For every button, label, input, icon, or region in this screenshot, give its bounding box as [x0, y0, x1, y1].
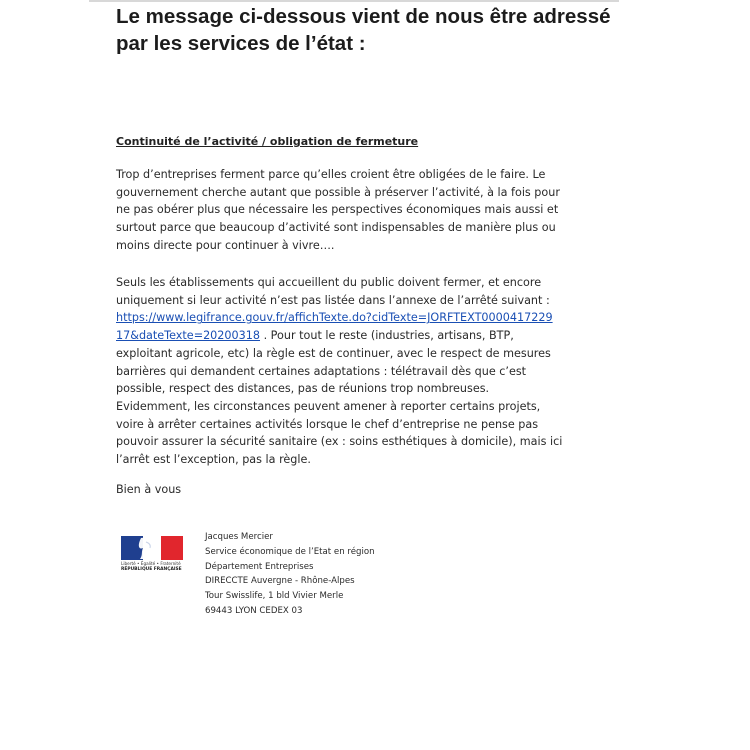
text-line: ne pas obérer plus que nécessaire les perspectives économiques mais aussi et	[116, 203, 559, 217]
text-line: gouvernement cherche autant que possible à préserver l’activité, à la fois pour	[116, 185, 560, 199]
text-line: exploitant agricole, etc) la règle est de continuer, avec le respect de mesures	[116, 346, 551, 360]
text-line: moins directe pour continuer à vivre….	[116, 238, 335, 252]
message-subject: Continuité de l’activité / obligation de fermeture	[116, 135, 419, 148]
text-line: Trop d’entreprises ferment parce qu’elles croient être obligées de le faire. Le	[116, 168, 546, 181]
legifrance-link-continued[interactable]: 17&dateTexte=20200318	[116, 329, 261, 343]
legifrance-link-line	[116, 309, 596, 327]
logo-motto: Liberté • Égalité • Fraternité	[121, 561, 181, 566]
signature-line: DIRECCTE Auvergne - Rhône-Alpes	[205, 576, 355, 587]
page-title	[116, 3, 636, 57]
signature-line: 69443 LYON CEDEX 03	[205, 605, 303, 616]
marianne-flag-icon	[121, 536, 183, 560]
signature-name: Jacques Mercier	[205, 532, 273, 542]
text-line: Evidemment, les circonstances peuvent amener à reporter certains projets,	[116, 399, 541, 413]
text-line: voire à arrêter certaines activités lorsque le chef d’entreprise ne pense pas	[116, 417, 539, 431]
marianne-profile-icon	[121, 536, 183, 560]
text-line: surtout parce que beaucoup d’activité sont indispensables de manière plus ou	[116, 221, 556, 235]
text-line: l’arrêt est l’exception, pas la règle.	[116, 453, 311, 467]
title-line: Le message ci-dessous vient de nous être adressé	[116, 5, 611, 28]
logo-republic-name: RÉPUBLIQUE FRANÇAISE	[121, 567, 182, 572]
top-divider	[89, 0, 619, 2]
legifrance-link[interactable]: https://www.legifrance.gouv.fr/affichTexte.do?cidTexte=JORFTEXT0000417229	[116, 311, 553, 325]
text-fragment: . Pour tout le reste (industries, artisans, BTP,	[260, 329, 514, 343]
republique-francaise-logo	[121, 536, 183, 580]
signature-block	[205, 530, 375, 619]
signature-line: Tour Swisslife, 1 bld Vivier Merle	[205, 591, 344, 602]
text-line: barrières qui demandent certaines adaptations : télétravail dès que c’est	[116, 364, 527, 378]
signature-line: Département Entreprises	[205, 561, 314, 572]
paragraph-rules	[116, 274, 596, 469]
title-line: par les services de l’état :	[116, 32, 366, 55]
text-line: Seuls les établissements qui accueillent du public doivent fermer, et encore	[116, 276, 542, 289]
text-line	[116, 327, 596, 345]
text-line: possible, respect des distances, pas de réunions trop nombreuses.	[116, 382, 490, 396]
text-line: uniquement si leur activité n’est pas listée dans l’annexe de l’arrêté suivant :	[116, 293, 550, 307]
text-line: pouvoir assurer la sécurité sanitaire (ex : soins esthétiques à domicile), mais ici	[116, 435, 563, 449]
closing-text: Bien à vous	[116, 483, 182, 496]
signature-line: Service économique de l’Etat en région	[205, 546, 375, 557]
paragraph-context	[116, 166, 596, 255]
